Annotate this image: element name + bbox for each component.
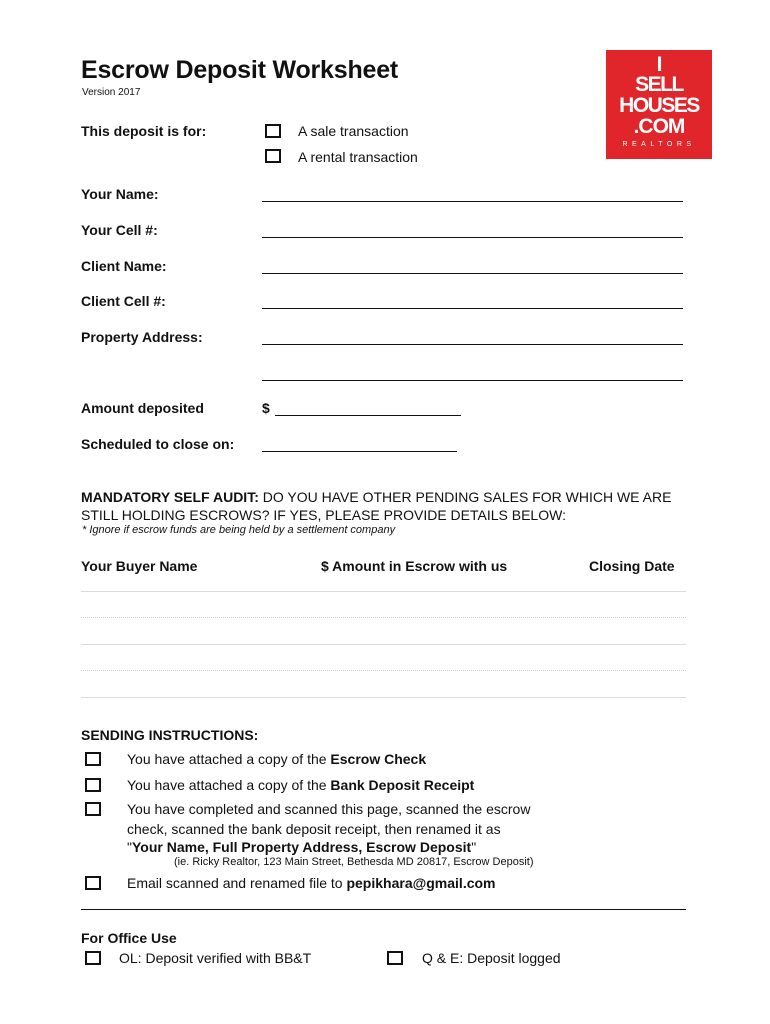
client-name-field[interactable]: [262, 273, 683, 274]
qe-logged-label: Q & E: Deposit logged: [422, 950, 561, 966]
escrow-check-checkbox[interactable]: [85, 752, 101, 766]
item-bold-text: Escrow Check: [330, 751, 427, 767]
escrow-check-item: [127, 751, 426, 767]
your-name-field[interactable]: [262, 201, 683, 202]
column-closing-date: Closing Date: [589, 558, 675, 574]
table-row-divider: [81, 644, 686, 645]
item-text: You have attached a copy of the: [127, 751, 331, 767]
table-row-divider: [81, 591, 686, 592]
sale-transaction-label: A sale transaction: [298, 123, 409, 139]
self-audit-text: [81, 488, 691, 524]
email-file-item: [127, 875, 496, 891]
table-row-divider: [81, 697, 686, 698]
page-title: Escrow Deposit Worksheet: [81, 56, 399, 84]
file-name-format: Your Name, Full Property Address, Escrow Deposit: [131, 839, 472, 855]
ol-verified-checkbox[interactable]: [85, 951, 101, 965]
sale-transaction-checkbox[interactable]: [265, 124, 281, 138]
your-name-label: Your Name:: [81, 186, 159, 202]
sending-instructions-heading: SENDING INSTRUCTIONS:: [81, 727, 259, 743]
your-cell-label: Your Cell #:: [81, 222, 158, 238]
ol-verified-label: OL: Deposit verified with BB&T: [119, 950, 312, 966]
property-address-field-2[interactable]: [262, 380, 683, 381]
logo-tagline: REALTORS: [622, 141, 696, 148]
quote-close: ": [471, 839, 477, 855]
scheduled-close-label: Scheduled to close on:: [81, 436, 235, 452]
client-cell-field[interactable]: [262, 308, 683, 309]
scheduled-close-field[interactable]: [262, 451, 457, 452]
client-name-label: Client Name:: [81, 258, 167, 274]
currency-symbol: $: [262, 400, 270, 416]
client-cell-label: Client Cell #:: [81, 293, 166, 309]
item-bold-text: Bank Deposit Receipt: [330, 777, 475, 793]
item-text: Email scanned and renamed file to: [127, 875, 347, 891]
logo-line-1: I: [656, 53, 662, 76]
item-text: You have attached a copy of the: [127, 777, 331, 793]
self-audit-question: DO YOU HAVE OTHER PENDING SALES FOR WHICH WE ARE STILL HOLDING ESCROWS? IF YES, PLEASE PROVIDE DETAILS BELOW:: [81, 489, 672, 523]
column-buyer-name: Your Buyer Name: [81, 558, 198, 574]
brand-logo: [606, 50, 712, 159]
amount-deposited-field[interactable]: [275, 415, 461, 416]
property-address-label: Property Address:: [81, 329, 203, 345]
version-label: Version 2017: [82, 87, 141, 98]
property-address-field-1[interactable]: [262, 344, 683, 345]
logo-line-2: SELL: [635, 73, 683, 96]
self-audit-heading: MANDATORY SELF AUDIT:: [81, 489, 259, 505]
completed-scan-line-3: [127, 839, 476, 855]
deposit-for-label: This deposit is for:: [81, 123, 207, 139]
table-row-divider: [81, 670, 686, 671]
email-address: pepikhara@gmail.com: [346, 875, 496, 891]
your-cell-field[interactable]: [262, 237, 683, 238]
bank-receipt-checkbox[interactable]: [85, 778, 101, 792]
column-amount-in-escrow: $ Amount in Escrow with us: [321, 558, 508, 574]
office-use-divider: [81, 909, 686, 910]
rental-transaction-label: A rental transaction: [298, 149, 418, 165]
quote-open: ": [127, 839, 132, 855]
qe-logged-checkbox[interactable]: [387, 951, 403, 965]
office-use-heading: For Office Use: [81, 930, 177, 946]
logo-line-3: HOUSES: [619, 94, 699, 117]
rental-transaction-checkbox[interactable]: [265, 149, 281, 163]
bank-receipt-item: [127, 777, 474, 793]
file-name-example: (ie. Ricky Realtor, 123 Main Street, Bethesda MD 20817, Escrow Deposit): [174, 856, 534, 868]
logo-line-4: .COM: [633, 115, 685, 138]
email-file-checkbox[interactable]: [85, 876, 101, 890]
completed-scan-checkbox[interactable]: [85, 802, 101, 816]
amount-deposited-label: Amount deposited: [81, 400, 204, 416]
table-row-divider: [81, 617, 686, 618]
completed-scan-line-2: check, scanned the bank deposit receipt, then renamed it as: [127, 821, 501, 837]
self-audit-note: * Ignore if escrow funds are being held by a settlement company: [82, 524, 396, 536]
completed-scan-line-1: You have completed and scanned this page, scanned the escrow: [127, 801, 531, 817]
